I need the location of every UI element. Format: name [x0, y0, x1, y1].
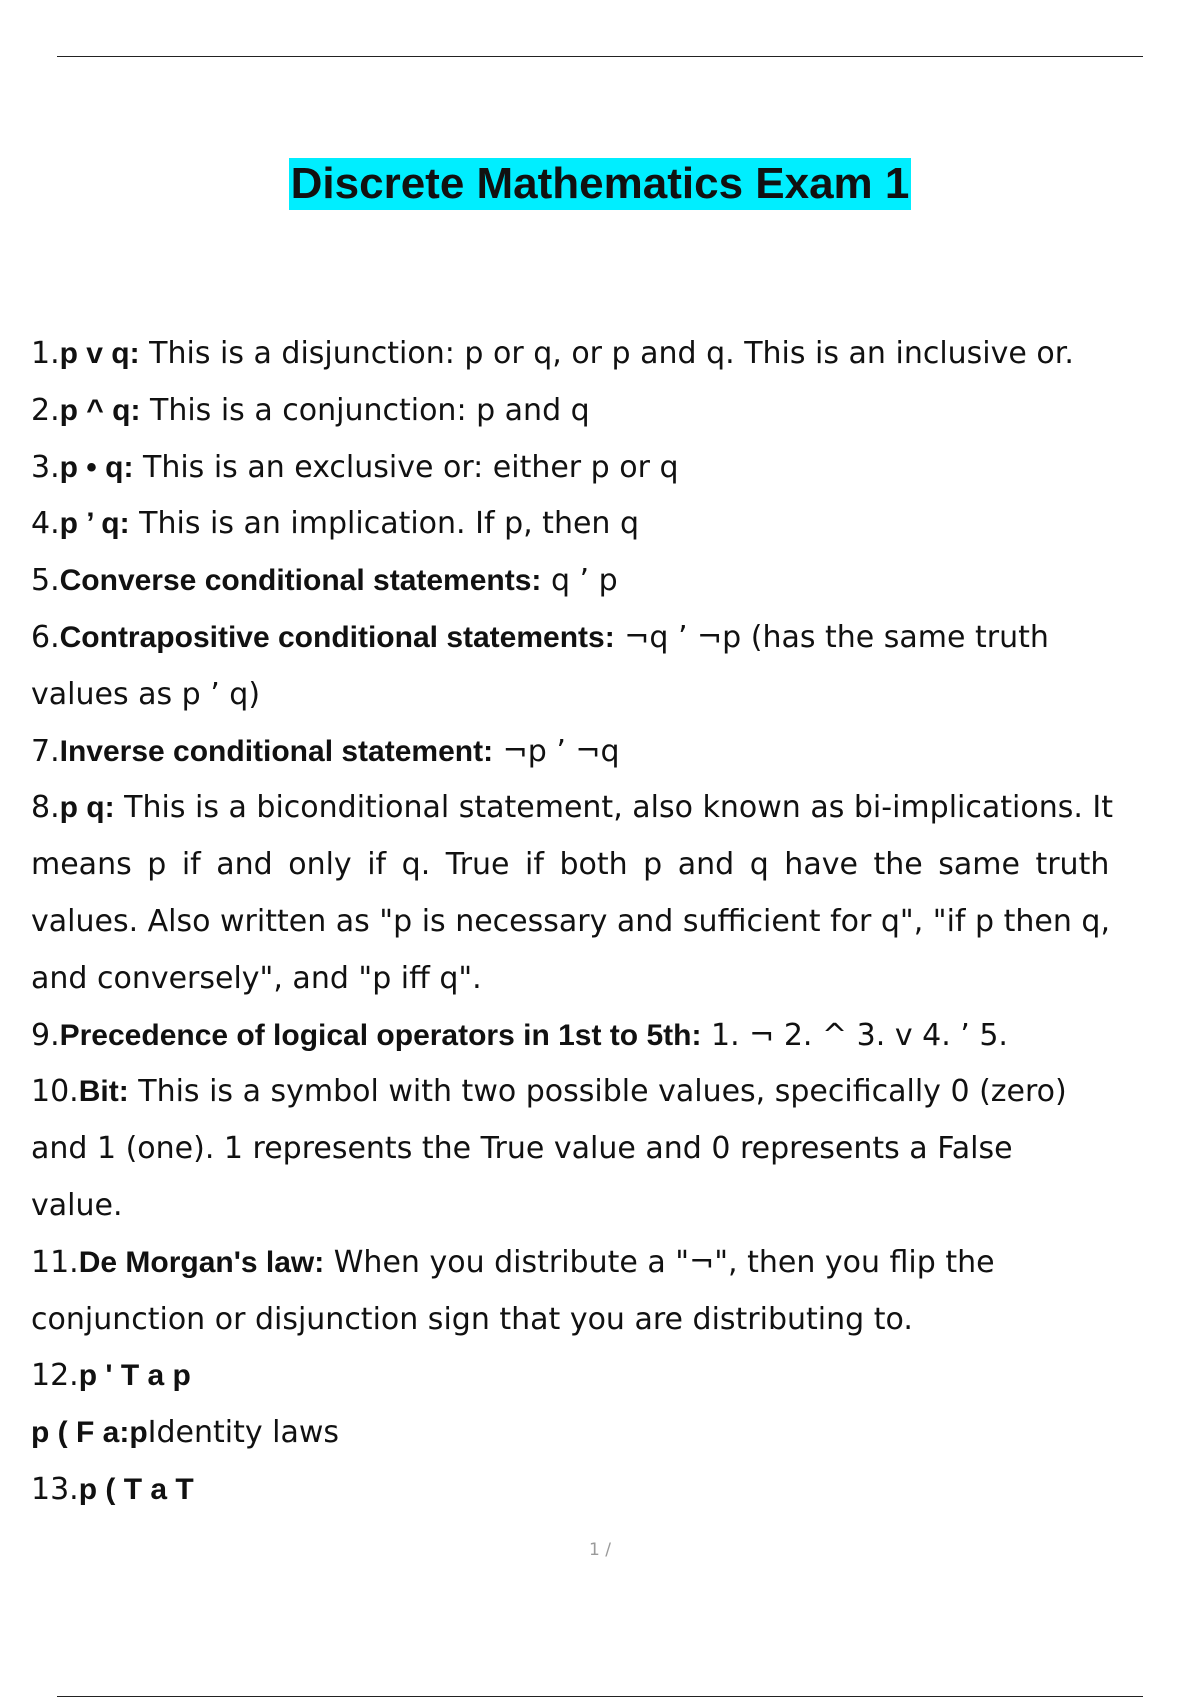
item-number: 1.	[31, 336, 60, 371]
item-number: 4.	[31, 506, 60, 542]
item-number: 10.	[31, 1074, 79, 1110]
list-item-continuation	[31, 837, 1200, 894]
item-term: p ( T a T	[78, 1472, 194, 1506]
item-text: This is an exclusive or: either p or q	[133, 449, 679, 485]
item-text: When you distribute a "¬", then you flip the	[324, 1244, 995, 1280]
item-number: 6.	[31, 619, 60, 655]
title-container	[0, 158, 1200, 210]
list-item	[31, 780, 1200, 837]
item-term: Contrapositive conditional statements:	[59, 620, 615, 654]
item-text: and 1 (one). 1 represents the True value and 0 represents a False	[31, 1131, 1013, 1167]
item-text: and conversely", and "p iff q".	[31, 960, 482, 996]
item-text: values. Also written as "p is necessary and sufficient for q", "if p then q,	[31, 903, 1110, 939]
list-item	[31, 724, 1200, 781]
item-term: p ^ q:	[59, 393, 141, 427]
item-term: p v q:	[59, 337, 140, 370]
item-term: Precedence of logical operators in 1st to 5th:	[59, 1018, 702, 1052]
list-item-continuation	[31, 1178, 1200, 1235]
list-item	[31, 1405, 1200, 1462]
list-item	[31, 610, 1200, 667]
item-text: This is a biconditional statement, also known as bi-implications. It	[114, 790, 1114, 826]
item-number: 3.	[31, 449, 60, 485]
item-text: means p if and only if q. True if both p and q have the same truth	[31, 847, 1110, 883]
item-term: De Morgan's law:	[78, 1245, 325, 1279]
bottom-rule	[57, 1696, 1143, 1697]
item-text: This is a conjunction: p and q	[140, 392, 590, 428]
list-item-continuation	[31, 1292, 1200, 1349]
list-item-continuation	[31, 894, 1200, 951]
item-text: This is an implication. If p, then q	[129, 506, 640, 542]
list-item-continuation	[31, 951, 1200, 1008]
item-term: p q:	[59, 791, 115, 825]
list-item	[31, 1348, 1200, 1405]
list-item	[31, 440, 1200, 497]
list-item	[31, 326, 1200, 383]
item-number: 12.	[31, 1358, 79, 1394]
item-term: p ’ q:	[59, 507, 130, 541]
item-number: 5.	[31, 563, 60, 599]
item-number: 7.	[31, 733, 60, 769]
item-text: 1. ¬ 2. ^ 3. v 4. ’ 5.	[701, 1017, 1008, 1053]
list-item	[31, 1235, 1200, 1292]
item-term: p ( F a:p	[31, 1416, 148, 1450]
top-rule	[57, 56, 1143, 57]
item-term: Converse conditional statements:	[59, 564, 542, 598]
list-item	[31, 1064, 1200, 1121]
item-text: values as p ’ q)	[31, 676, 261, 712]
item-number: 2.	[31, 392, 60, 428]
document-title: Discrete Mathematics Exam 1	[290, 159, 910, 208]
item-text: q ’ p	[541, 563, 618, 599]
item-term: p • q:	[59, 450, 134, 484]
item-text: This is a symbol with two possible values, specifically 0 (zero)	[128, 1074, 1067, 1110]
item-term: Bit:	[78, 1075, 129, 1109]
item-text: Identity laws	[147, 1415, 340, 1451]
list-item-continuation	[31, 1121, 1200, 1178]
list-item	[31, 496, 1200, 553]
list-item	[31, 1008, 1200, 1065]
list-item-continuation	[31, 667, 1200, 724]
item-number: 11.	[31, 1244, 79, 1280]
item-term: p ' T a p	[78, 1359, 191, 1393]
item-number: 13.	[31, 1471, 79, 1507]
item-number: 8.	[31, 790, 60, 826]
item-text: conjunction or disjunction sign that you are distributing to.	[31, 1301, 913, 1337]
list-item	[31, 553, 1200, 610]
item-text: This is a disjunction: p or q, or p and q. This is an inclusive or.	[139, 336, 1074, 371]
item-text: ¬q ’ ¬p (has the same truth	[614, 619, 1049, 655]
item-text: ¬p ’ ¬q	[493, 733, 620, 769]
item-text: value.	[31, 1187, 123, 1223]
item-term: Inverse conditional statement:	[59, 734, 494, 768]
list-item	[31, 383, 1200, 440]
definition-list	[31, 326, 1200, 1519]
page-number: 1 /	[589, 1540, 611, 1560]
list-item	[31, 1462, 1200, 1519]
item-number: 9.	[31, 1017, 60, 1053]
